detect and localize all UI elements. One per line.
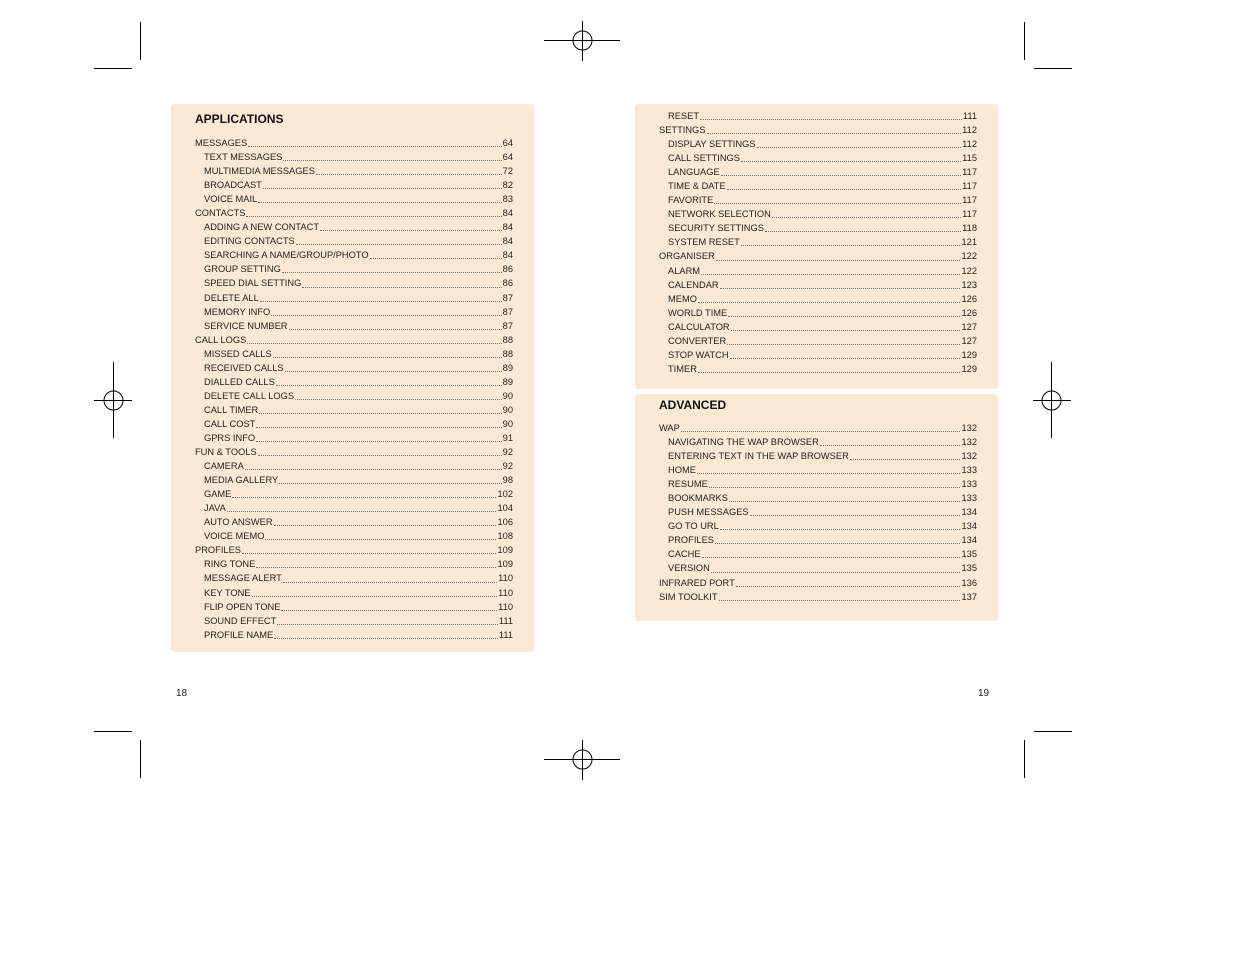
toc-entry-page: 137 — [961, 591, 977, 602]
page-number: 19 — [978, 688, 990, 699]
toc-entry-page: 122 — [961, 251, 977, 262]
dot-leader — [232, 496, 496, 498]
toc-entry-page: 127 — [961, 335, 977, 346]
toc-entry[interactable] — [195, 417, 513, 431]
toc-entry-label: SECURITY SETTINGS — [668, 223, 764, 234]
toc-entry-label: TEXT MESSAGES — [204, 152, 283, 163]
toc-entry-label: VOICE MEMO — [204, 531, 265, 542]
crop-mark — [140, 22, 141, 60]
toc-entry-page: 92 — [502, 461, 513, 472]
dot-leader — [258, 201, 501, 203]
toc-entry-page: 89 — [502, 376, 513, 387]
toc-entry-page: 84 — [502, 250, 513, 261]
dot-leader — [289, 328, 502, 330]
dot-leader — [741, 160, 961, 162]
toc-entry-page: 121 — [961, 237, 977, 248]
dot-leader — [741, 244, 961, 246]
toc-entry[interactable] — [195, 206, 513, 220]
crop-mark — [94, 731, 132, 732]
dot-leader — [247, 342, 501, 344]
toc-entry[interactable] — [659, 221, 977, 235]
toc-entry-page: 118 — [962, 223, 977, 234]
toc-entry[interactable] — [195, 628, 513, 642]
toc-entry-label: CALCULATOR — [668, 321, 730, 332]
toc-entry-page: 122 — [961, 265, 977, 276]
registration-mark-icon — [94, 362, 132, 438]
toc-entry-label: AUTO ANSWER — [204, 517, 273, 528]
toc-entry-label: TIMER — [668, 363, 697, 374]
toc-entry[interactable] — [195, 276, 513, 290]
toc-entry-label: INFRARED PORT — [659, 577, 735, 588]
toc-entry-label: GO TO URL — [668, 521, 719, 532]
dot-leader — [273, 356, 502, 358]
toc-entry[interactable] — [195, 445, 513, 459]
toc-entry-page: 132 — [961, 423, 977, 433]
registration-mark-icon — [1033, 362, 1071, 438]
dot-leader — [715, 542, 961, 544]
toc-entry-page: 90 — [502, 404, 513, 415]
dot-leader — [728, 315, 960, 317]
toc-entry-page: 106 — [497, 517, 513, 528]
toc-entry[interactable] — [195, 291, 513, 305]
toc-entry-label: CALL LOGS — [195, 334, 247, 345]
toc-entry-page: 87 — [502, 320, 513, 331]
toc-entry-page: 135 — [961, 563, 977, 574]
toc-entry-label: ADDING A NEW CONTACT — [204, 222, 320, 233]
dot-leader — [316, 173, 502, 175]
toc-entry-label: GPRS INFO — [204, 432, 256, 443]
applications-toc-panel — [171, 104, 534, 652]
toc-entry-page: 86 — [502, 264, 513, 275]
toc-entry[interactable] — [195, 361, 513, 375]
dot-leader — [283, 581, 497, 583]
toc-entry-label: JAVA — [204, 503, 226, 514]
toc-entry-label: TIME & DATE — [668, 181, 726, 192]
toc-entry-label: MEDIA GALLERY — [204, 475, 279, 486]
toc-entry[interactable] — [659, 193, 977, 207]
toc-entry[interactable] — [195, 164, 513, 178]
toc-entry-page: 87 — [502, 292, 513, 303]
toc-entry[interactable] — [659, 348, 977, 362]
toc-entry[interactable] — [195, 431, 513, 445]
toc-entry[interactable] — [659, 463, 977, 477]
dot-leader — [719, 599, 961, 601]
dot-leader — [320, 229, 502, 231]
toc-entry-page: 129 — [961, 363, 977, 374]
toc-entry-label: STOP WATCH — [668, 349, 729, 360]
toc-entry[interactable] — [659, 123, 977, 137]
toc-entry-label: SIM TOOLKIT — [659, 591, 718, 602]
toc-entry-label: MEMORY INFO — [204, 306, 271, 317]
dot-leader — [727, 343, 960, 345]
toc-entry[interactable] — [195, 319, 513, 333]
toc-entry-label: ALARM — [668, 265, 701, 276]
toc-entry-label: CONTACTS — [195, 208, 246, 219]
toc-entry-label: CAMERA — [204, 461, 244, 472]
dot-leader — [274, 524, 497, 526]
toc-entry[interactable] — [659, 519, 977, 533]
dot-leader — [772, 216, 961, 218]
toc-entry-page: 111 — [498, 629, 513, 640]
toc-entry-page: 133 — [961, 465, 977, 476]
toc-entry[interactable] — [659, 320, 977, 334]
dot-leader — [276, 384, 502, 386]
toc-entry-label: SETTINGS — [659, 125, 706, 136]
toc-entry-label: EDITING CONTACTS — [204, 236, 295, 247]
crop-mark — [1034, 731, 1072, 732]
toc-entry-page: 98 — [502, 475, 513, 486]
toc-entry-label: HOME — [668, 465, 696, 476]
toc-entry-page: 104 — [497, 503, 513, 514]
toc-entry-page: 126 — [961, 293, 977, 304]
toc-entry[interactable] — [195, 220, 513, 234]
toc-entry-label: SEARCHING A NAME/GROUP/PHOTO — [204, 250, 369, 261]
dot-leader — [820, 444, 961, 446]
toc-entry[interactable] — [659, 207, 977, 221]
toc-entry-label: SERVICE NUMBER — [204, 320, 288, 331]
dot-leader — [285, 370, 502, 372]
crop-mark — [140, 740, 141, 778]
toc-entry-label: DELETE CALL LOGS — [204, 390, 295, 401]
toc-entry-page: 117 — [962, 181, 977, 192]
toc-entry-page: 84 — [502, 208, 513, 219]
toc-entry[interactable] — [195, 262, 513, 276]
toc-list — [659, 421, 977, 604]
registration-mark-icon — [544, 740, 620, 780]
toc-entry-label: PROFILES — [668, 535, 714, 546]
toc-entry[interactable] — [195, 600, 513, 614]
dot-leader — [242, 552, 497, 554]
dot-leader — [271, 314, 501, 316]
toc-entry-page: 132 — [961, 451, 977, 462]
toc-entry-page: 134 — [961, 521, 977, 532]
toc-entry-label: DISPLAY SETTINGS — [668, 139, 756, 150]
toc-entry-page: 82 — [502, 180, 513, 191]
dot-leader — [227, 510, 497, 512]
toc-entry-page: 111 — [962, 111, 977, 121]
toc-entry[interactable] — [659, 165, 977, 179]
toc-entry-label: SOUND EFFECT — [204, 615, 277, 626]
toc-entry[interactable] — [659, 533, 977, 547]
dot-leader — [701, 273, 960, 275]
dot-leader — [252, 595, 498, 597]
dot-leader — [296, 243, 502, 245]
toc-entry-page: 87 — [502, 306, 513, 317]
dot-leader — [711, 571, 961, 573]
toc-entry-label: RESET — [668, 111, 699, 121]
toc-entry-page: 133 — [961, 479, 977, 490]
toc-entry-page: 64 — [502, 138, 513, 148]
dot-leader — [765, 230, 961, 232]
crop-mark — [1024, 740, 1025, 778]
toc-entry-page: 91 — [502, 432, 513, 443]
dot-leader — [279, 482, 501, 484]
toc-entry-label: VERSION — [668, 563, 710, 574]
toc-entry-label: CONVERTER — [668, 335, 727, 346]
dot-leader — [721, 174, 962, 176]
registration-mark-icon — [544, 21, 620, 61]
toc-entry[interactable] — [195, 571, 513, 585]
toc-entry[interactable] — [659, 505, 977, 519]
toc-entry[interactable] — [659, 561, 977, 575]
toc-entry[interactable] — [195, 248, 513, 262]
toc-entry-page: 112 — [962, 125, 977, 136]
toc-entry[interactable] — [195, 529, 513, 543]
toc-entry-label: CALENDAR — [668, 279, 719, 290]
toc-entry-page: 84 — [502, 222, 513, 233]
toc-entry-label: SPEED DIAL SETTING — [204, 278, 302, 289]
toc-entry-label: RING TONE — [204, 559, 256, 570]
dot-leader — [263, 187, 502, 189]
toc-entry[interactable] — [195, 487, 513, 501]
dot-leader — [248, 145, 501, 147]
toc-entry[interactable] — [659, 435, 977, 449]
dot-leader — [295, 398, 502, 400]
toc-entry[interactable] — [195, 586, 513, 600]
toc-entry-label: RECEIVED CALLS — [204, 362, 284, 373]
toc-entry-page: 117 — [962, 209, 977, 220]
dot-leader — [716, 259, 961, 261]
toc-entry-page: 102 — [497, 489, 513, 500]
toc-entry[interactable] — [195, 178, 513, 192]
toc-entry-page: 89 — [502, 362, 513, 373]
toc-entry-label: PUSH MESSAGES — [668, 507, 749, 518]
toc-entry[interactable] — [659, 278, 977, 292]
dot-leader — [283, 159, 501, 161]
dot-leader — [757, 146, 962, 148]
dot-leader — [707, 132, 962, 134]
dot-leader — [281, 609, 497, 611]
section-heading-advanced: ADVANCED — [659, 398, 727, 412]
toc-entry[interactable] — [195, 543, 513, 557]
toc-entry-label: RESUME — [668, 479, 708, 490]
dot-leader — [259, 412, 501, 414]
toc-entry[interactable] — [659, 449, 977, 463]
toc-entry-page: 132 — [961, 437, 977, 448]
dot-leader — [698, 371, 961, 373]
toc-entry[interactable] — [659, 576, 977, 590]
dot-leader — [256, 426, 501, 428]
toc-entry-page: 136 — [961, 577, 977, 588]
toc-entry-label: PROFILES — [195, 545, 241, 556]
toc-entry-page: 117 — [962, 195, 977, 206]
toc-entry-page: 110 — [498, 601, 513, 612]
toc-entry[interactable] — [659, 421, 977, 435]
dot-leader — [245, 468, 502, 470]
toc-entry[interactable] — [195, 403, 513, 417]
section-heading-applications: APPLICATIONS — [195, 112, 284, 126]
toc-entry-label: CALL SETTINGS — [668, 153, 740, 164]
toc-entry[interactable] — [195, 136, 513, 150]
toc-entry[interactable] — [659, 249, 977, 263]
settings-organiser-toc-panel — [635, 104, 998, 389]
advanced-toc-panel — [635, 394, 998, 621]
toc-entry-label: WORLD TIME — [668, 307, 728, 318]
toc-entry[interactable] — [195, 557, 513, 571]
dot-leader — [727, 188, 961, 190]
toc-entry[interactable] — [659, 334, 977, 348]
toc-entry[interactable] — [195, 473, 513, 487]
toc-entry-label: CACHE — [668, 549, 701, 560]
toc-entry[interactable] — [195, 459, 513, 473]
toc-entry[interactable] — [195, 347, 513, 361]
toc-entry-label: PROFILE NAME — [204, 629, 274, 640]
toc-entry-label: SYSTEM RESET — [668, 237, 740, 248]
dot-leader — [282, 271, 502, 273]
toc-entry-page: 134 — [961, 535, 977, 546]
dot-leader — [700, 118, 962, 120]
toc-entry-label: NETWORK SELECTION — [668, 209, 771, 220]
toc-entry[interactable] — [659, 547, 977, 561]
toc-entry-page: 110 — [498, 587, 513, 598]
toc-entry-page: 129 — [961, 349, 977, 360]
toc-entry-page: 90 — [502, 390, 513, 401]
toc-entry[interactable] — [659, 264, 977, 278]
toc-entry-label: MEMO — [668, 293, 697, 304]
toc-entry[interactable] — [659, 306, 977, 320]
dot-leader — [698, 301, 961, 303]
dot-leader — [729, 500, 961, 502]
toc-entry-page: 84 — [502, 236, 513, 247]
dot-leader — [246, 215, 501, 217]
toc-entry[interactable] — [195, 501, 513, 515]
dot-leader — [681, 430, 961, 432]
toc-entry[interactable] — [195, 515, 513, 529]
dot-leader — [720, 287, 961, 289]
toc-entry-page: 111 — [498, 615, 513, 626]
toc-entry-label: DELETE ALL — [204, 292, 259, 303]
dot-leader — [720, 528, 961, 530]
toc-entry[interactable] — [659, 362, 977, 376]
toc-entry-label: LANGUAGE — [668, 167, 720, 178]
toc-entry-label: MISSED CALLS — [204, 348, 272, 359]
toc-entry-page: 83 — [502, 194, 513, 205]
dot-leader — [714, 202, 961, 204]
toc-entry-label: GAME — [204, 489, 232, 500]
toc-entry-label: FUN & TOOLS — [195, 447, 257, 458]
toc-entry[interactable] — [659, 137, 977, 151]
dot-leader — [302, 286, 501, 288]
dot-leader — [260, 300, 502, 302]
toc-entry[interactable] — [659, 235, 977, 249]
toc-entry[interactable] — [195, 192, 513, 206]
toc-entry-page: 88 — [502, 334, 513, 345]
dot-leader — [277, 623, 498, 625]
crop-mark — [94, 68, 132, 69]
toc-entry-label: WAP — [659, 423, 680, 433]
toc-entry-label: GROUP SETTING — [204, 264, 281, 275]
toc-entry-label: MESSAGES — [195, 138, 248, 148]
toc-entry-label: NAVIGATING THE WAP BROWSER — [668, 437, 819, 448]
toc-entry-page: 109 — [497, 559, 513, 570]
dot-leader — [702, 556, 961, 558]
toc-entry-label: VOICE MAIL — [204, 194, 258, 205]
dot-leader — [730, 357, 961, 359]
toc-entry-label: ORGANISER — [659, 251, 715, 262]
toc-entry[interactable] — [195, 333, 513, 347]
toc-entry[interactable] — [195, 305, 513, 319]
toc-entry-page: 127 — [961, 321, 977, 332]
dot-leader — [697, 472, 961, 474]
toc-entry[interactable] — [195, 150, 513, 164]
toc-entry-label: BROADCAST — [204, 180, 262, 191]
toc-entry[interactable] — [659, 179, 977, 193]
dot-leader — [258, 454, 502, 456]
dot-leader — [274, 637, 498, 639]
toc-entry-label: MESSAGE ALERT — [204, 573, 282, 584]
toc-entry-label: BOOKMARKS — [668, 493, 728, 504]
toc-entry-label: ENTERING TEXT IN THE WAP BROWSER — [668, 451, 849, 462]
dot-leader — [256, 566, 496, 568]
toc-entry-page: 117 — [962, 167, 977, 178]
toc-entry[interactable] — [195, 375, 513, 389]
toc-entry-page: 90 — [502, 418, 513, 429]
toc-entry[interactable] — [659, 491, 977, 505]
page-number: 18 — [176, 688, 188, 699]
dot-leader — [731, 329, 961, 331]
toc-entry-page: 135 — [961, 549, 977, 560]
toc-entry-page: 123 — [961, 279, 977, 290]
toc-list — [195, 136, 513, 642]
toc-entry-page: 92 — [502, 447, 513, 458]
toc-entry[interactable] — [659, 109, 977, 123]
toc-entry[interactable] — [659, 151, 977, 165]
toc-entry-page: 109 — [497, 545, 513, 556]
dot-leader — [709, 486, 961, 488]
toc-entry-page: 112 — [962, 139, 977, 150]
toc-entry-page: 72 — [502, 166, 513, 177]
crop-mark — [1024, 22, 1025, 60]
toc-entry-label: KEY TONE — [204, 587, 251, 598]
dot-leader — [256, 440, 502, 442]
toc-entry-page: 64 — [502, 152, 513, 163]
toc-entry-page: 88 — [502, 348, 513, 359]
toc-entry-page: 86 — [502, 278, 513, 289]
dot-leader — [850, 458, 961, 460]
dot-leader — [750, 514, 961, 516]
toc-entry-label: MULTIMEDIA MESSAGES — [204, 166, 315, 177]
dot-leader — [370, 257, 502, 259]
toc-entry[interactable] — [659, 477, 977, 491]
toc-entry-label: DIALLED CALLS — [204, 376, 275, 387]
crop-mark — [1034, 68, 1072, 69]
toc-entry[interactable] — [195, 234, 513, 248]
toc-list — [659, 109, 977, 376]
toc-entry-page: 126 — [961, 307, 977, 318]
toc-entry-page: 133 — [961, 493, 977, 504]
dot-leader — [736, 585, 961, 587]
toc-entry-label: CALL TIMER — [204, 404, 259, 415]
toc-entry-label: FAVORITE — [668, 195, 714, 206]
toc-entry[interactable] — [659, 590, 977, 604]
toc-entry[interactable] — [195, 389, 513, 403]
toc-entry-page: 115 — [962, 153, 977, 164]
toc-entry-label: CALL COST — [204, 418, 256, 429]
dot-leader — [265, 538, 496, 540]
toc-entry[interactable] — [659, 292, 977, 306]
toc-entry-page: 134 — [961, 507, 977, 518]
toc-entry-label: FLIP OPEN TONE — [204, 601, 281, 612]
toc-entry-page: 110 — [498, 573, 513, 584]
toc-entry[interactable] — [195, 614, 513, 628]
toc-entry-page: 108 — [497, 531, 513, 542]
